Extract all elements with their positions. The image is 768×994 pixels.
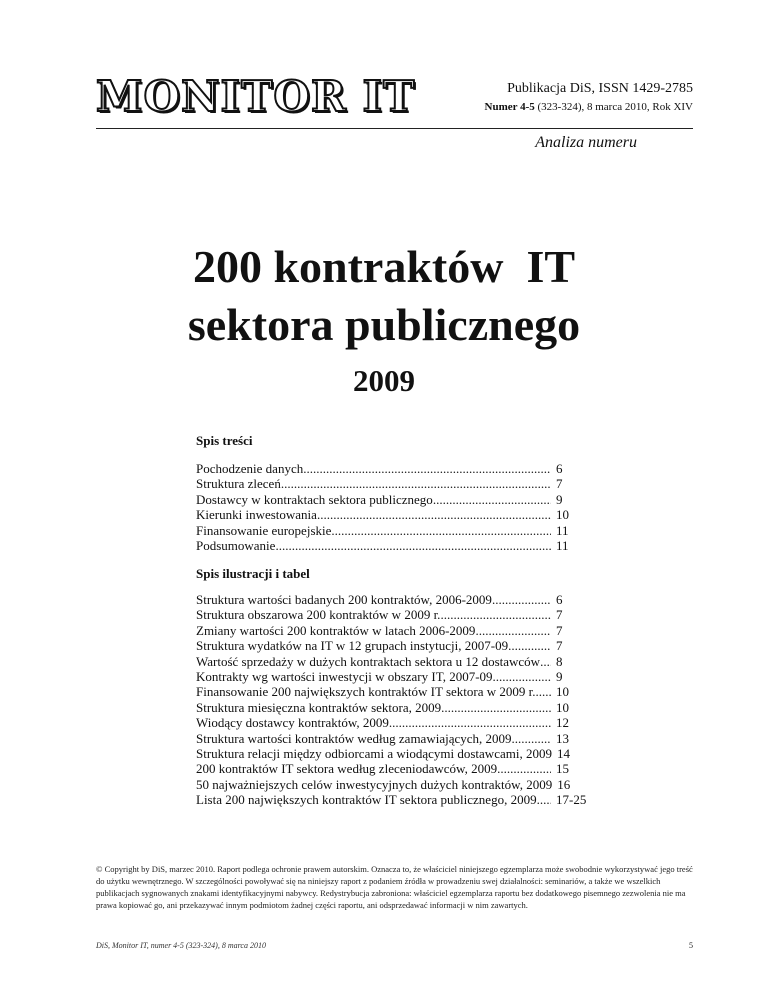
toc-entry[interactable] [196, 731, 596, 746]
entry-page: 9 [556, 668, 563, 684]
report-title [0, 238, 768, 354]
entry-page: 17-25 [556, 792, 587, 808]
dot-leader [537, 792, 551, 807]
page-number: 5 [689, 941, 693, 950]
dot-leader [317, 507, 551, 522]
dot-leader [441, 700, 551, 715]
toc-entry[interactable] [196, 523, 596, 538]
toc-entry[interactable] [196, 777, 596, 792]
entry-page: 16 [557, 776, 571, 792]
entry-label: Kierunki inwestowania [196, 507, 317, 523]
toc-entry[interactable] [196, 592, 596, 607]
toc-entry[interactable] [196, 700, 596, 715]
publication-issn: Publikacja DiS, ISSN 1429-2785 [507, 81, 693, 96]
dot-leader [540, 654, 551, 669]
entry-page: 12 [556, 715, 569, 731]
title-line-2: sektora publicznego [187, 299, 581, 350]
entry-page: 15 [556, 761, 569, 777]
toc-entry[interactable] [196, 684, 596, 699]
entry-page: 9 [556, 491, 563, 507]
copyright-notice: © Copyright by DiS, marzec 2010. Raport podlega ochronie prawem autorskim. Oznacza to, że właściciel niniejszego egzemplarza może swobodnie wykorzystywać jego treść do użytku wewnętrznego. W szczególności powoływać się na niniejszy raport z podaniem źródła w prowadzeniu swej działalności: seminariów, a także we wszelkich publikacjach sygnowanych znakami identyfikacyjnymi nabywcy. Redystrybucja zabroniona: właściciel egzemplarza raportu bez dodatkowego pisemnego zezwolenia nie ma prawa kopiować go, ani przekazywać innym podmiotom żadnej części raportu, ani odsprzedawać informacji w nim zawartych. [96, 864, 693, 910]
section-label: Analiza numeru [535, 134, 637, 151]
entry-label: Wiodący dostawcy kontraktów, 2009 [196, 715, 389, 731]
toc-entry[interactable] [196, 669, 596, 684]
toc-heading: Spis treści [196, 433, 253, 448]
dot-leader [512, 731, 551, 746]
entry-page: 6 [556, 592, 563, 607]
dot-leader [497, 761, 551, 776]
entry-label: Wartość sprzedaży w dużych kontraktach sektora u 12 dostawców [196, 653, 541, 669]
toc-entry[interactable] [196, 607, 596, 622]
entry-page: 10 [556, 699, 569, 715]
entry-label: Lista 200 największych kontraktów IT sektora publicznego, 2009 [196, 792, 537, 808]
dot-leader [433, 492, 551, 507]
entry-page: 7 [556, 638, 563, 654]
toc-entry[interactable] [196, 654, 596, 669]
entry-label: Struktura wartości kontraktów według zamawiających, 2009 [196, 730, 512, 746]
entry-page: 14 [556, 745, 570, 761]
toc-entry[interactable] [196, 507, 596, 522]
dot-leader [440, 607, 551, 622]
figures-heading: Spis ilustracji i tabel [196, 566, 310, 581]
dot-leader [331, 523, 551, 538]
dot-leader [492, 592, 551, 607]
dot-leader [475, 623, 551, 638]
issue-details: (323-324), 8 marca 2010, Rok XIV [534, 101, 693, 113]
table-of-contents [196, 461, 596, 553]
entry-page: 7 [556, 622, 563, 638]
entry-label: Dostawcy w kontraktach sektora publicznego [196, 491, 433, 507]
title-line-1: 200 kontraktów IT [192, 241, 576, 292]
dot-leader [493, 669, 551, 684]
entry-label: Struktura wartości badanych 200 kontraktów, 2006-2009 [196, 592, 492, 607]
report-year: 2009 [353, 363, 415, 398]
header-rule [96, 128, 693, 129]
entry-page: 10 [556, 507, 569, 523]
dot-leader [389, 715, 551, 730]
toc-entry[interactable] [196, 461, 596, 476]
dot-leader [281, 476, 551, 491]
entry-label: Struktura miesięczna kontraktów sektora, 2009 [196, 699, 442, 715]
entry-page: 11 [556, 537, 569, 553]
list-of-figures [196, 592, 596, 807]
entry-label: Struktura wydatków na IT w 12 grupach instytucji, 2007-09 [196, 638, 509, 654]
entry-page: 13 [556, 730, 569, 746]
entry-label: Struktura relacji między odbiorcami a wiodącymi dostawcami, 2009 [196, 745, 552, 761]
footer-citation: DiS, Monitor IT, numer 4-5 (323-324), 8 marca 2010 [96, 941, 266, 950]
toc-entry[interactable] [196, 761, 596, 776]
entry-label: Kontrakty wg wartości inwestycji w obszary IT, 2007-09 [196, 668, 493, 684]
entry-label: 50 najważniejszych celów inwestycyjnych dużych kontraktów, 2009 [196, 776, 553, 792]
issue-number: Numer 4-5 [484, 101, 535, 113]
toc-entry[interactable] [196, 538, 596, 553]
entry-label: Podsumowanie [196, 537, 276, 553]
dot-leader [508, 638, 551, 653]
toc-entry[interactable] [196, 792, 596, 807]
dot-leader [536, 684, 552, 699]
issue-line [485, 101, 693, 113]
entry-label: Finansowanie europejskie [196, 522, 332, 538]
dot-leader [275, 538, 551, 553]
publication-info [485, 81, 693, 113]
toc-entry[interactable] [196, 715, 596, 730]
entry-label: Struktura obszarowa 200 kontraktów w 2009 r. [196, 607, 441, 623]
entry-page: 7 [556, 607, 563, 623]
entry-label: 200 kontraktów IT sektora według zleceniodawców, 2009 [196, 761, 498, 777]
entry-page: 11 [556, 522, 569, 538]
entry-page: 10 [556, 684, 569, 700]
monitor-it-logo: MONITOR IT [96, 72, 416, 121]
entry-page: 7 [556, 476, 563, 492]
entry-label: Pochodzenie danych [196, 461, 304, 476]
entry-label: Finansowanie 200 największych kontraktów IT sektora w 2009 r. [196, 684, 536, 700]
entry-page: 8 [556, 653, 563, 669]
toc-entry[interactable] [196, 492, 596, 507]
toc-entry[interactable] [196, 623, 596, 638]
toc-entry[interactable] [196, 638, 596, 653]
entry-label: Zmiany wartości 200 kontraktów w latach 2006-2009 [196, 622, 476, 638]
entry-label: Struktura zleceń [196, 476, 281, 492]
entry-page: 6 [556, 461, 563, 476]
toc-entry[interactable] [196, 746, 596, 761]
toc-entry[interactable] [196, 476, 596, 491]
dot-leader [303, 461, 551, 476]
